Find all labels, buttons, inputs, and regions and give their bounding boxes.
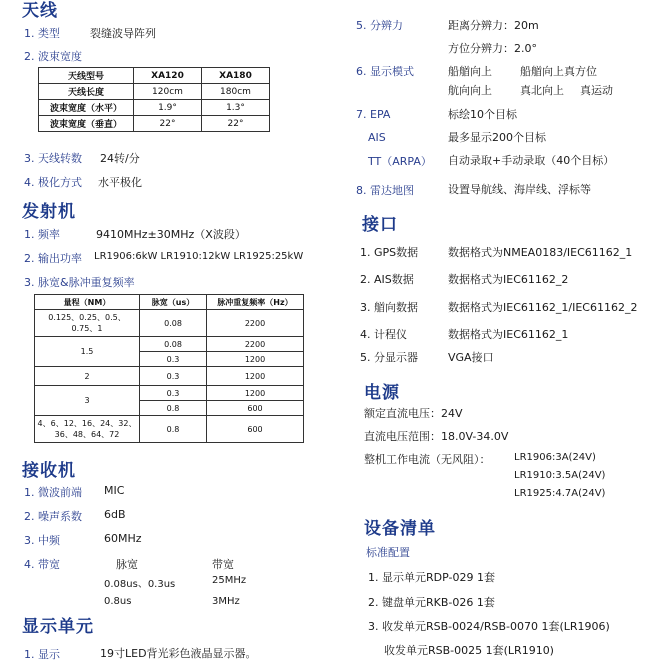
current-lr1910: LR1910:3.5A(24V)	[514, 470, 606, 481]
table-cell: 2200	[207, 337, 304, 352]
mode-course-up: 航向向上	[448, 84, 492, 97]
tt-label: TT（ARPA）	[368, 155, 432, 168]
interface-value-3: 数据格式为IEC61162_1/IEC61162_2	[448, 301, 638, 314]
antenna-table	[38, 67, 270, 132]
equipment-item-3: 3. 收发单元RSB-0024/RSB-0070 1套(LR1906)	[368, 620, 610, 633]
power-title: 电源	[364, 383, 400, 403]
ais-label: AIS	[368, 131, 386, 144]
bandwidth-heading: 带宽	[212, 558, 234, 571]
table-cell: 120cm	[134, 84, 202, 100]
mode-head-up: 船艏向上	[448, 65, 492, 78]
bandwidth-row2-bw: 3MHz	[212, 596, 240, 607]
table-cell: 600	[207, 416, 304, 443]
equipment-item-4: 收发单元RSB-0025 1套(LR1910)	[384, 644, 554, 657]
ais-value: 最多显示200个目标	[448, 131, 546, 144]
current-lr1925: LR1925:4.7A(24V)	[514, 488, 606, 499]
radar-map-value: 设置导航线、海岸线、浮标等	[448, 183, 591, 196]
voltage-range: 直流电压范围：18.0V-34.0V	[364, 430, 509, 443]
current-lr1906: LR1906:3A(24V)	[514, 452, 596, 463]
interface-value-2: 数据格式为IEC61162_2	[448, 273, 569, 286]
table-header: 脉冲重复频率（Hz）	[207, 295, 304, 310]
table-row	[35, 337, 304, 352]
rated-voltage: 额定直流电压：24V	[364, 407, 463, 420]
noise-label: 2. 噪声系数	[24, 510, 82, 523]
table-cell: 1.9°	[134, 100, 202, 116]
epa-value: 标绘10个目标	[448, 108, 517, 121]
table-cell: 1.3°	[202, 100, 270, 116]
table-cell: 0.125、0.25、0.5、0.75、1	[35, 310, 140, 337]
display-value: 19寸LED背光彩色液晶显示器。	[100, 647, 257, 660]
bandwidth-row1-bw: 25MHz	[212, 575, 247, 586]
table-cell: 0.3	[140, 367, 207, 386]
interface-value-4: 数据格式为IEC61162_1	[448, 328, 569, 341]
frequency-value: 9410MHz±30MHz（X波段）	[96, 228, 246, 241]
receiver-title: 接收机	[22, 461, 76, 481]
power-label: 2. 输出功率	[24, 252, 82, 265]
table-header: 量程（NM）	[35, 295, 140, 310]
display-unit-title: 显示单元	[22, 617, 94, 637]
mode-head-up-true: 船艏向上真方位	[520, 65, 597, 78]
interface-label-1: 1. GPS数据	[360, 246, 419, 259]
table-row	[39, 68, 270, 84]
frequency-label: 1. 频率	[24, 228, 60, 241]
pulse-table	[34, 294, 304, 443]
table-cell: 0.08	[140, 310, 207, 337]
table-cell: 天线长度	[39, 84, 134, 100]
beam-width-label: 2. 波束宽度	[24, 50, 82, 63]
interface-label-3: 3. 艏向数据	[360, 301, 418, 314]
if-value: 60MHz	[104, 532, 142, 545]
table-cell: 天线型号	[39, 68, 134, 84]
if-label: 3. 中频	[24, 534, 60, 547]
current-label: 整机工作电流（无风阻）：	[364, 453, 491, 466]
table-cell: 0.3	[140, 386, 207, 401]
table-row	[35, 310, 304, 337]
table-cell: 0.8	[140, 416, 207, 443]
radar-map-label: 8. 雷达地图	[356, 184, 414, 197]
table-cell: 波束宽度（垂直）	[39, 116, 134, 132]
interface-label-2: 2. AIS数据	[360, 273, 414, 286]
table-cell: 22°	[202, 116, 270, 132]
noise-value: 6dB	[104, 508, 126, 521]
table-cell: 0.3	[140, 352, 207, 367]
antenna-type-label: 1. 类型	[24, 27, 60, 40]
polarization-label: 4. 极化方式	[24, 176, 82, 189]
antenna-type-value: 裂缝波导阵列	[90, 27, 156, 40]
antenna-speed-label: 3. 天线转数	[24, 152, 82, 165]
table-cell: 4、6、12、16、24、32、36、48、64、72	[35, 416, 140, 443]
interface-label-5: 5. 分显示器	[360, 351, 418, 364]
table-cell: 2	[35, 367, 140, 386]
microwave-value: MIC	[104, 484, 125, 497]
epa-label: 7. EPA	[356, 108, 391, 121]
table-row	[35, 367, 304, 386]
table-cell: 1.5	[35, 337, 140, 367]
equipment-item-1: 1. 显示单元RDP-029 1套	[368, 571, 495, 584]
mode-north-up: 真北向上	[520, 84, 564, 97]
table-cell: 3	[35, 386, 140, 416]
range-resolution: 距离分辨力：20m	[448, 19, 539, 32]
table-cell: 1200	[207, 352, 304, 367]
table-row	[35, 386, 304, 401]
table-row	[39, 100, 270, 116]
resolution-label: 5. 分辨力	[356, 19, 403, 32]
equipment-subtitle: 标准配置	[366, 546, 410, 559]
table-cell: 180cm	[202, 84, 270, 100]
table-cell: 600	[207, 401, 304, 416]
bandwidth-label: 4. 带宽	[24, 558, 60, 571]
table-cell: 0.08	[140, 337, 207, 352]
equipment-title: 设备清单	[364, 519, 436, 539]
table-header: 脉宽（us）	[140, 295, 207, 310]
bandwidth-row1-pulse: 0.08us、0.3us	[104, 579, 176, 590]
display-label: 1. 显示	[24, 648, 60, 661]
table-row	[35, 416, 304, 443]
table-row	[35, 295, 304, 310]
antenna-speed-value: 24转/分	[100, 152, 140, 165]
table-row	[39, 84, 270, 100]
table-cell: 2200	[207, 310, 304, 337]
table-row	[39, 116, 270, 132]
interface-title: 接口	[362, 215, 398, 235]
power-value: LR1906:6kW LR1910:12kW LR1925:25kW	[94, 251, 304, 262]
table-cell: 0.8	[140, 401, 207, 416]
microwave-label: 1. 微波前端	[24, 486, 82, 499]
antenna-title: 天线	[22, 1, 58, 21]
display-mode-label: 6. 显示模式	[356, 65, 414, 78]
polarization-value: 水平极化	[98, 176, 142, 189]
table-cell: XA120	[134, 68, 202, 84]
table-cell: 1200	[207, 367, 304, 386]
tt-value: 自动录取+手动录取（40个目标）	[448, 154, 615, 167]
table-cell: XA180	[202, 68, 270, 84]
interface-label-4: 4. 计程仪	[360, 328, 407, 341]
table-cell: 波束宽度（水平）	[39, 100, 134, 116]
equipment-item-2: 2. 键盘单元RKB-026 1套	[368, 596, 495, 609]
bearing-resolution: 方位分辨力：2.0°	[448, 42, 537, 55]
pulse-label: 3. 脉宽&脉冲重复频率	[24, 276, 135, 289]
bandwidth-row2-pulse: 0.8us	[104, 596, 132, 607]
mode-true-motion: 真运动	[580, 84, 613, 97]
interface-value-1: 数据格式为NMEA0183/IEC61162_1	[448, 246, 633, 259]
interface-value-5: VGA接口	[448, 351, 494, 364]
transmitter-title: 发射机	[22, 202, 76, 222]
table-cell: 22°	[134, 116, 202, 132]
pulse-width-heading: 脉宽	[116, 558, 138, 571]
table-cell: 1200	[207, 386, 304, 401]
